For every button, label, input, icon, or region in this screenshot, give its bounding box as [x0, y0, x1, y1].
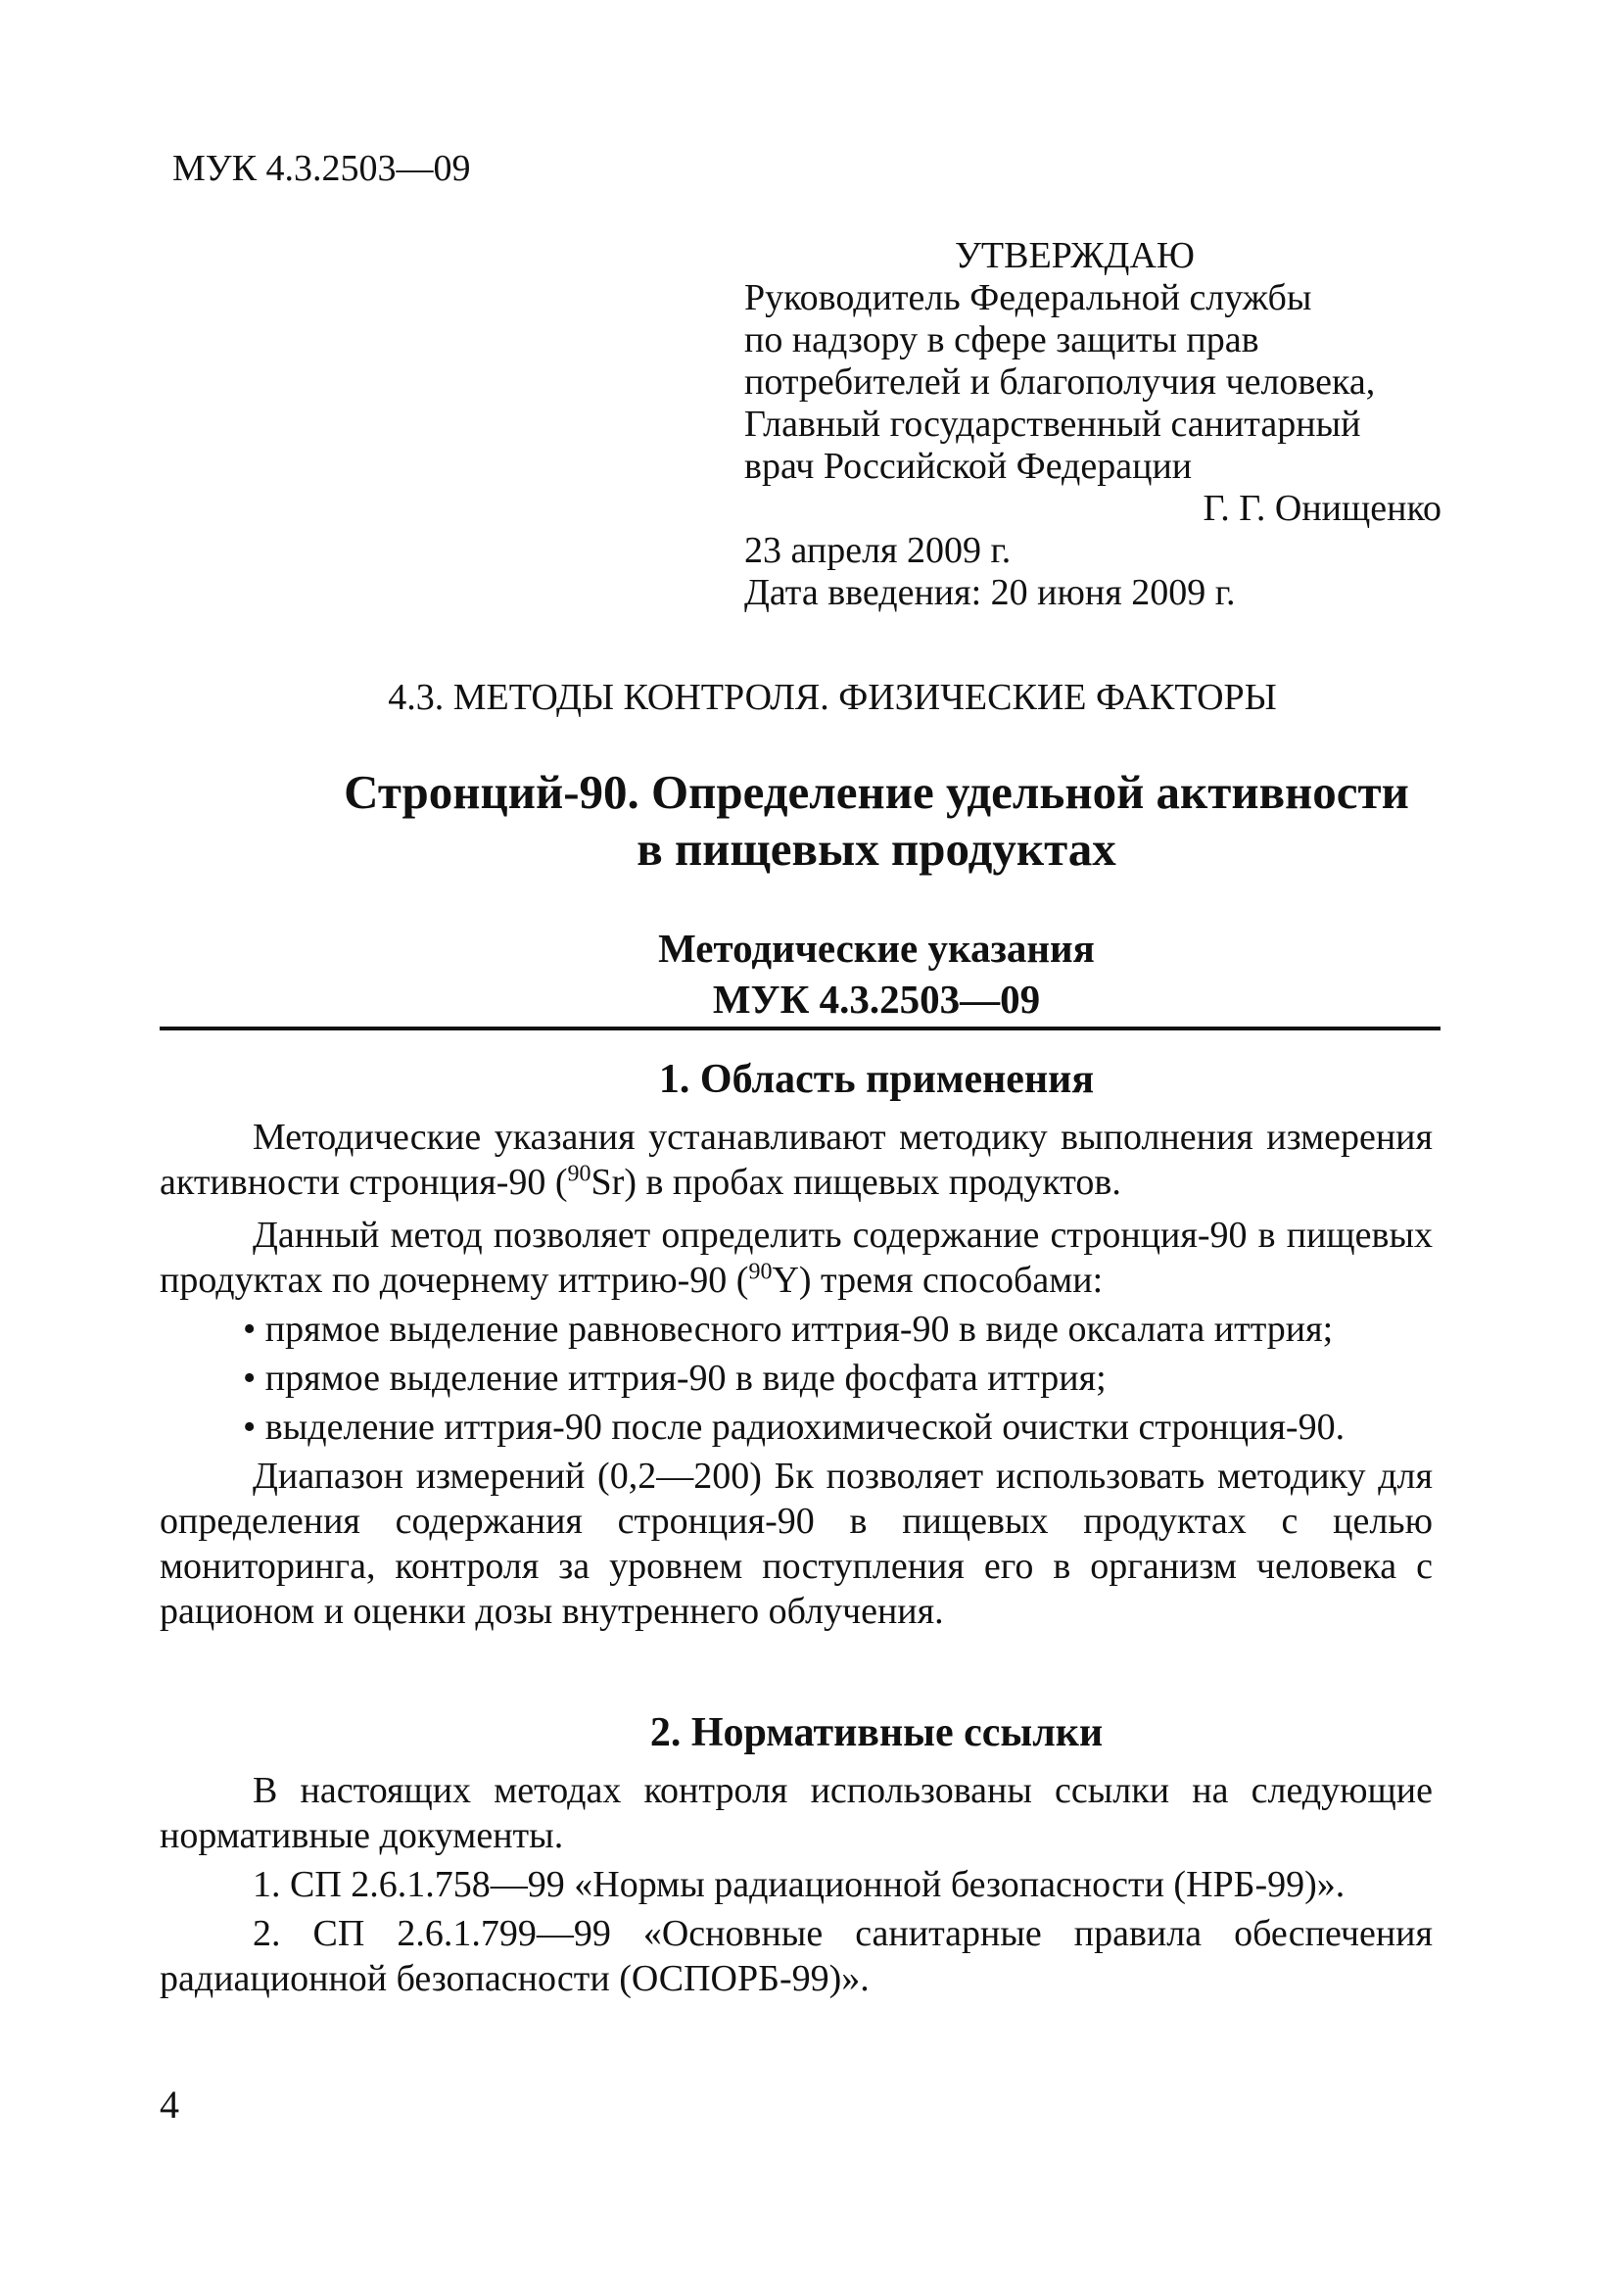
section-1-body [160, 1115, 1433, 1634]
document-code-header: МУК 4.3.2503—09 [172, 148, 471, 189]
horizontal-rule [160, 1027, 1441, 1030]
section-1-heading: 1. Область применения [658, 1057, 1095, 1102]
document-type-code: МУК 4.3.2503—09 [712, 977, 1041, 1022]
document-type-line: Методические указания [658, 926, 1095, 971]
approval-line: потребителей и благополучия человека, [744, 361, 1376, 403]
approval-line: по надзору в сфере защиты прав [744, 319, 1259, 360]
document-title-line: Стронций-90. Определение удельной активности [344, 765, 1409, 819]
reference-item: 1. СП 2.6.1.758—99 «Нормы радиационной безопасности (НРБ-99)». [253, 1864, 1346, 1905]
effective-date: Дата введения: 20 июня 2009 г. [744, 572, 1236, 613]
section-2-heading: 2. Нормативные ссылки [649, 1710, 1104, 1755]
approval-block [744, 235, 1449, 614]
approval-line: Главный государственный санитарный [744, 404, 1361, 445]
bullet-item: • прямое выделение иттрия-90 в виде фосфата иттрия; [243, 1358, 1107, 1399]
paragraph: Диапазон измерений (0,2—200) Бк позволяет использовать методику для определения содержания стронция-90 в пищевых продуктах с целью мониторинга, контроля за уровнем поступления его в организм человека с рационом и оценки дозы внутреннего облучения. [160, 1456, 1433, 1632]
bullet-item: • выделение иттрия-90 после радиохимической очистки стронция-90. [243, 1407, 1346, 1448]
approval-line: врач Российской Федерации [744, 446, 1193, 487]
approval-line: Руководитель Федеральной службы [744, 277, 1312, 318]
approval-date: 23 апреля 2009 г. [744, 530, 1012, 571]
approval-title: УТВЕРЖДАЮ [955, 235, 1195, 276]
reference-item: 2. СП 2.6.1.799—99 «Основные санитарные правила обеспечения радиационной безопасности (ОСПОРБ-99)». [160, 1913, 1433, 1999]
page-number: 4 [160, 2082, 179, 2127]
section-2-body [160, 1768, 1433, 2001]
paragraph: Методические указания устанавливают методику выполнения измерения активности стронция-90 ($^{90}$Sr) в пробах пищевых продуктов. [160, 1117, 1433, 1203]
approval-signer: Г. Г. Онищенко [1203, 488, 1441, 529]
bullet-item: • прямое выделение равновесного иттрия-90 в виде оксалата иттрия; [243, 1309, 1334, 1350]
paragraph: В настоящих методах контроля использованы ссылки на следующие нормативные документы. [160, 1770, 1433, 1856]
document-title [0, 764, 1606, 878]
document-type [0, 923, 1606, 1025]
document-title-line: в пищевых продуктах [637, 822, 1116, 876]
paragraph: Данный метод позволяет определить содержание стронция-90 в пищевых продуктах по дочернему иттрию-90 ($^{90}$Y) тремя способами: [160, 1215, 1433, 1301]
section-heading: 4.3. МЕТОДЫ КОНТРОЛЯ. ФИЗИЧЕСКИЕ ФАКТОРЫ [388, 677, 1277, 718]
